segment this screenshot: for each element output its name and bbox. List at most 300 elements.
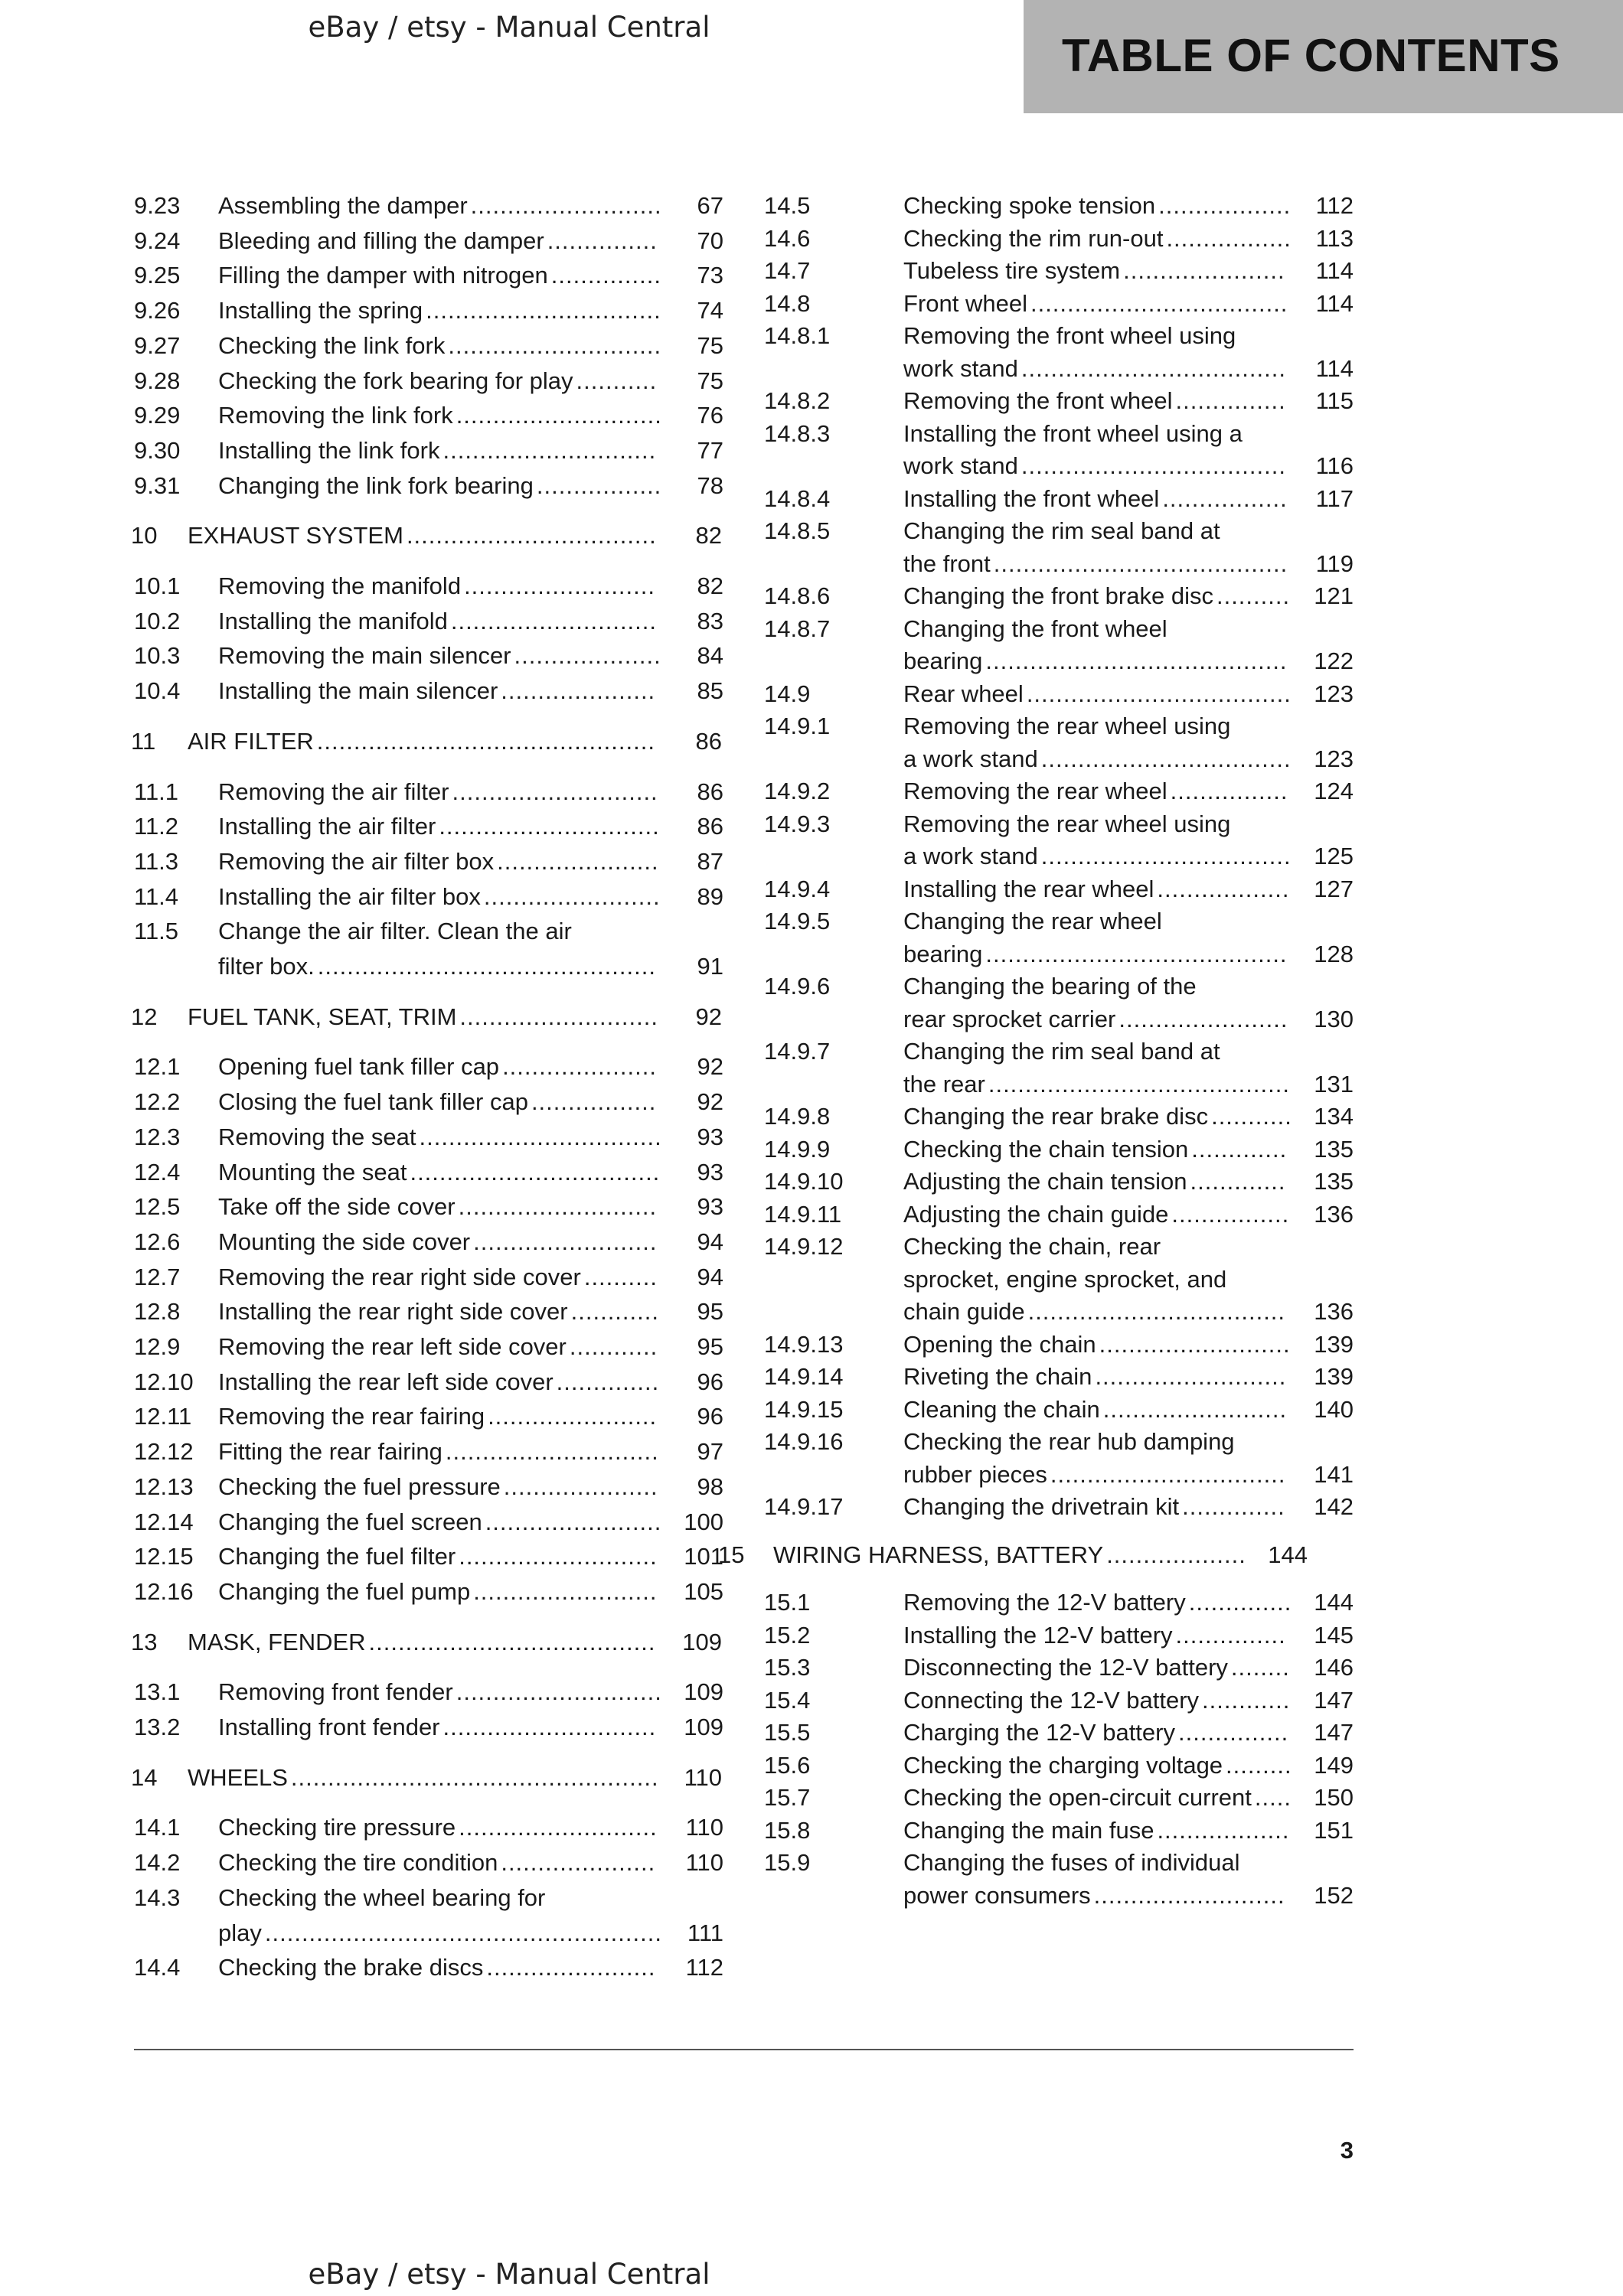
dot-leader: .............. [1188,1589,1292,1616]
toc-page-number: 95 [697,1298,723,1326]
toc-entry-number: 9.26 [134,297,181,325]
toc-page-number: 115 [1315,387,1354,414]
dot-leader: ................................... [1027,1298,1286,1325]
toc-entry-title: filter box. [218,953,315,980]
toc-page-number: 109 [682,1628,722,1655]
toc-entry-continuation [764,843,1354,870]
toc-page-number: 93 [697,1193,723,1221]
toc-page-number: 77 [697,436,723,464]
dot-leader: .......... [583,1263,658,1290]
header-banner [1024,0,1623,113]
toc-entry [134,608,723,635]
dot-leader: ............................ [456,1678,662,1706]
toc-entry-number: 14.8.7 [764,615,831,642]
toc-entry [134,1403,723,1430]
toc-entry-title: rear sprocket carrier [903,1005,1116,1032]
toc-entry-title: Installing the manifold [218,607,448,634]
toc-entry-number: 12.1 [134,1053,181,1081]
toc-entry-number: 15.3 [764,1654,811,1681]
toc-chapter-entry [132,728,722,755]
dot-leader: ..................... [502,1053,657,1081]
toc-page-number: 149 [1314,1751,1354,1779]
toc-entry-title: Changing the fuel filter [218,1543,456,1570]
toc-entry-number: 12.2 [134,1088,181,1116]
toc-entry-title: Changing the fuses of individual [903,1849,1240,1876]
toc-entry-title: bearing [903,647,983,674]
toc-entry-number: 13 [131,1628,158,1655]
page-title: TABLE OF CONTENTS [1062,30,1560,81]
dot-leader: ............... [1178,1719,1289,1746]
toc-entry-number: 15.7 [764,1784,811,1811]
dot-leader: ................... [1106,1541,1246,1568]
dot-leader: .............................................. [316,727,655,755]
toc-entry-title: MASK, FENDER [188,1628,366,1655]
toc-entry [764,1784,1354,1812]
toc-entry-continuation [764,1882,1354,1910]
dot-leader: ....................... [488,1403,658,1430]
toc-entry-title: Opening the chain [903,1330,1096,1358]
toc-entry-number: 14.8.2 [764,387,831,414]
toc-entry [134,1298,723,1326]
dot-leader: ......................................... [985,940,1288,967]
dot-leader: ........................ [483,882,661,910]
dot-leader: ............... [1175,387,1286,414]
dot-leader: ................................. [419,1123,662,1150]
toc-entry [134,918,723,945]
toc-page-number: 122 [1314,647,1354,674]
toc-entry-number: 9.29 [134,402,181,429]
toc-entry [764,1817,1354,1844]
toc-entry [764,225,1354,253]
toc-entry [134,1193,723,1221]
toc-page-number: 76 [697,402,723,429]
toc-page-number: 139 [1314,1330,1354,1358]
toc-entry [134,297,723,325]
toc-page-number: 110 [685,1814,723,1841]
dot-leader: ............... [547,227,658,254]
toc-page-number: 73 [697,262,723,289]
toc-entry-number: 12.14 [134,1508,194,1535]
toc-entry [134,227,723,255]
toc-page-number: 117 [1315,484,1354,512]
toc-entry-number: 9.27 [134,331,181,359]
toc-page-number: 78 [697,471,723,499]
toc-entry-title: Installing the link fork [218,436,440,464]
toc-entry-number: 14.8 [764,289,811,317]
toc-entry-number: 15.8 [764,1816,811,1844]
toc-page-number: 125 [1314,843,1354,869]
dot-leader: ........... [576,367,658,394]
toc-entry-title: Checking tire pressure [218,1814,456,1841]
dot-leader: ....................... [1118,1005,1288,1032]
toc-page-number: 114 [1315,289,1354,317]
toc-entry-title: Checking the link fork [218,331,446,359]
dot-leader: ..................... [503,1473,658,1500]
toc-entry-title: Changing the drivetrain kit [903,1493,1180,1520]
toc-entry-number: 14.9.7 [764,1038,831,1065]
toc-entry-title: bearing [903,940,983,967]
toc-entry-title: Changing the rear brake disc [903,1103,1209,1130]
toc-entry-number: 15.4 [764,1686,811,1714]
toc-entry-title: Opening fuel tank filler cap [218,1053,500,1081]
toc-entry [134,1678,723,1706]
toc-entry-continuation [764,647,1354,675]
toc-entry-title: Removing the manifold [218,572,462,599]
toc-entry-title: Checking spoke tension [903,192,1156,219]
dot-leader: ................ [1170,778,1288,804]
toc-entry-number: 14.8.3 [764,419,831,447]
toc-entry [764,1622,1354,1649]
toc-entry-title: Charging the 12-V battery [903,1719,1175,1746]
dot-leader: ......................................... [985,647,1288,674]
toc-entry [764,1168,1354,1195]
toc-entry-title: Removing the rear wheel using [903,810,1231,837]
toc-page-number: 144 [1314,1589,1354,1616]
toc-entry-number: 14.9.1 [764,713,831,739]
toc-entry-number: 11 [131,727,156,755]
toc-entry-number: 14.8.1 [764,322,831,349]
dot-leader: .......................... [1093,1881,1285,1909]
toc-entry-continuation [764,1006,1354,1033]
toc-entry-title: Checking the rear hub damping [903,1428,1235,1455]
toc-entry-number: 12.6 [134,1228,181,1255]
toc-entry-number: 14.2 [134,1849,181,1877]
toc-entry-number: 10.1 [134,572,181,599]
toc-page-number: 85 [697,677,723,705]
toc-entry [134,332,723,360]
toc-entry-number: 14.8.6 [764,582,831,609]
toc-entry-number: 14.9.13 [764,1330,844,1358]
dot-leader: ..... [1254,1784,1292,1811]
toc-entry [134,1368,723,1396]
toc-entry-title: AIR FILTER [188,727,314,755]
dot-leader: .............. [556,1368,660,1395]
toc-page-number: 152 [1314,1881,1354,1909]
toc-entry-title: power consumers [903,1881,1091,1909]
toc-entry-title: Installing the air filter box [218,882,481,910]
toc-entry [764,1752,1354,1779]
toc-entry-number: 14.9.4 [764,875,831,902]
toc-entry [764,517,1354,545]
toc-entry-title: Riveting the chain [903,1363,1092,1390]
dot-leader: .................. [1158,192,1292,219]
toc-entry [764,1331,1354,1358]
toc-entry-number: 9.24 [134,227,181,254]
toc-entry [764,1396,1354,1424]
toc-entry-number: 12.8 [134,1298,181,1326]
toc-entry-title: Checking the chain, rear [903,1233,1161,1260]
toc-entry-title: Checking the fork bearing for play [218,367,573,394]
toc-entry [134,1438,723,1466]
toc-page-number: 98 [697,1473,723,1500]
toc-entry-number: 15.6 [764,1751,811,1779]
dot-leader: ........................................ [993,550,1288,577]
toc-page-number: 114 [1315,257,1354,284]
toc-entry-number: 15 [718,1541,745,1568]
toc-page-number: 86 [697,813,723,840]
toc-entry-title: Removing the rear wheel using [903,713,1231,739]
toc-page-number: 67 [697,192,723,219]
toc-page-number: 114 [1315,354,1354,382]
toc-page-number: 86 [695,727,722,755]
toc-entry-title: Changing the main fuse [903,1816,1154,1844]
toc-page-number: 110 [684,1763,722,1791]
dot-leader: ......... [1226,1751,1292,1779]
dot-leader: ............................. [448,331,662,359]
toc-page-number: 86 [697,778,723,805]
toc-entry-number: 9.28 [134,367,181,394]
toc-page-number: 95 [697,1333,723,1360]
toc-entry [134,262,723,289]
page-number: 3 [1340,2137,1354,2164]
toc-entry-number: 12.10 [134,1368,194,1395]
toc-entry-number: 12.13 [134,1473,194,1500]
toc-entry [764,1103,1354,1130]
footer-divider [134,2049,1354,2050]
toc-entry-number: 14.9.16 [764,1428,844,1455]
dot-leader: .................................... [1020,452,1286,479]
toc-page-number: 127 [1314,875,1354,902]
dot-leader: ................ [1171,1200,1290,1228]
toc-entry-title: play [218,1919,262,1946]
dot-leader: ......................... [473,1577,658,1605]
toc-entry [764,290,1354,318]
dot-leader: ........................ [485,1508,662,1535]
toc-entry [134,1333,723,1361]
toc-entry-title: Removing the front wheel [903,387,1173,414]
toc-entry [764,1719,1354,1746]
toc-entry-number: 13.2 [134,1714,181,1740]
dot-leader: .................................... [1026,680,1292,707]
toc-entry-continuation [134,1919,723,1947]
toc-page-number: 92 [697,1088,723,1116]
toc-entry [134,472,723,500]
toc-entry-continuation [764,550,1354,578]
toc-entry [134,402,723,429]
toc-entry-continuation [764,1266,1354,1293]
toc-page-number: 113 [1315,224,1354,252]
toc-page-number: 93 [697,1123,723,1150]
dot-leader: .......................... [1095,1363,1287,1390]
toc-entry [764,908,1354,935]
toc-entry [764,1038,1354,1065]
dot-leader: ........ [1230,1654,1290,1681]
toc-entry [134,1053,723,1081]
toc-entry-number: 14 [131,1763,158,1791]
toc-entry-title: Checking the wheel bearing for [218,1883,546,1911]
toc-page-number: 112 [685,1954,723,1981]
toc-entry [134,1849,723,1877]
toc-page-number: 101 [684,1543,723,1570]
toc-entry [764,1201,1354,1228]
dot-leader: ...................... [1123,257,1285,284]
toc-page-number: 145 [1314,1621,1354,1649]
toc-entry-title: Removing the air filter [218,778,449,805]
toc-entry-number: 14.9.5 [764,908,831,934]
toc-entry [134,1159,723,1186]
toc-entry [134,1714,723,1741]
toc-entry-number: 10 [131,522,158,550]
toc-entry [134,367,723,395]
toc-page-number: 134 [1314,1103,1354,1130]
toc-entry-title: Removing the front wheel using [903,322,1236,349]
toc-entry-number: 14.9.8 [764,1103,831,1130]
toc-entry-title: Removing the rear right side cover [218,1263,581,1290]
toc-entry-number: 14.9 [764,680,811,707]
toc-entry-title: Disconnecting the 12-V battery [903,1654,1228,1681]
toc-entry-number: 15.5 [764,1719,811,1746]
toc-page-number: 136 [1314,1298,1354,1325]
toc-page-number: 83 [697,607,723,634]
toc-page-number: 105 [684,1577,723,1605]
toc-entry [134,572,723,600]
toc-page-number: 97 [697,1438,723,1466]
dot-leader: .............................. [439,813,660,840]
toc-entry-number: 12 [131,1003,158,1030]
toc-entry-number: 15.9 [764,1849,811,1876]
toc-entry [134,677,723,705]
toc-entry-number: 12.9 [134,1333,181,1360]
dot-leader: .......... [1216,582,1291,609]
toc-chapter-entry [718,1541,1354,1569]
toc-entry-title: Bleeding and filling the damper [218,227,544,254]
toc-entry-number: 12.5 [134,1193,181,1221]
dot-leader: .................................................. [290,1763,659,1791]
toc-entry-number: 9.30 [134,436,181,464]
toc-page-number: 109 [684,1714,723,1740]
toc-entry-title: Removing front fender [218,1678,453,1706]
toc-page-number: 94 [697,1263,723,1290]
dot-leader: .................... [514,642,661,670]
toc-page-number: 91 [697,953,723,980]
dot-leader: ......................... [1102,1395,1288,1423]
toc-entry-title: Changing the front brake disc [903,582,1213,609]
toc-entry-title: EXHAUST SYSTEM [188,522,403,550]
toc-entry-number: 14.9.15 [764,1395,844,1423]
toc-entry [764,1233,1354,1261]
toc-entry-number: 14.9.11 [764,1200,842,1228]
toc-entry [134,1228,723,1256]
toc-entry-title: Installing the main silencer [218,677,498,705]
toc-page-number: 147 [1314,1686,1354,1714]
toc-entry-title: Changing the fuel pump [218,1577,471,1605]
dot-leader: ................. [1162,484,1288,512]
toc-entry-title: chain guide [903,1298,1025,1325]
toc-entry-title: Changing the fuel screen [218,1508,482,1535]
dot-leader: .......................... [1099,1330,1291,1358]
toc-entry [764,1428,1354,1456]
toc-entry-title: a work stand [903,843,1038,869]
toc-page-number: 139 [1314,1363,1354,1390]
toc-entry [134,778,723,806]
toc-entry-title: Assembling the damper [218,192,468,219]
toc-entry-number: 14.9.3 [764,810,831,837]
dot-leader: ................. [1166,224,1292,252]
toc-entry-continuation [134,953,723,980]
toc-entry-number: 11.5 [134,918,179,945]
toc-page-number: 131 [1314,1070,1354,1097]
toc-entry [134,1884,723,1912]
toc-entry [134,1578,723,1606]
toc-page-number: 150 [1314,1784,1354,1811]
toc-entry-title: Removing the air filter box [218,847,495,875]
toc-entry [134,1088,723,1116]
toc-page-number: 82 [697,572,723,599]
toc-entry-title: Removing the link fork [218,402,453,429]
dot-leader: .......................... [470,192,662,219]
toc-page-number: 92 [697,1053,723,1081]
dot-leader: ................................ [1050,1460,1286,1488]
toc-entry [764,387,1354,415]
toc-entry [134,1508,723,1536]
dot-leader: ..................... [501,1849,656,1877]
dot-leader: ............ [1202,1686,1291,1714]
toc-entry-number: 9.31 [134,471,181,499]
toc-entry-number: 14.9.17 [764,1493,844,1520]
toc-entry-title: Rear wheel [903,680,1024,707]
toc-entry-title: rubber pieces [903,1460,1047,1488]
toc-entry-number: 11.4 [134,882,179,910]
toc-entry-number: 14.9.10 [764,1168,844,1195]
toc-entry-title: work stand [903,452,1018,479]
toc-entry-title: Mounting the seat [218,1158,407,1186]
toc-chapter-entry [132,1629,722,1656]
toc-page-number: 96 [697,1403,723,1430]
dot-leader: ..................... [501,677,656,705]
toc-page-number: 92 [695,1003,722,1030]
toc-entry-title: FUEL TANK, SEAT, TRIM [188,1003,457,1030]
toc-entry-number: 14.5 [764,192,811,219]
dot-leader: ................. [531,1088,657,1116]
toc-entry-title: Changing the rear wheel [903,908,1162,934]
toc-entry-title: Removing the 12-V battery [903,1589,1186,1616]
toc-page-number: 135 [1314,1135,1354,1163]
toc-page-number: 124 [1314,778,1354,804]
toc-entry [764,615,1354,643]
toc-entry-title: Installing the front wheel using a [903,419,1243,447]
dot-leader: ............................. [442,1714,657,1740]
toc-entry [764,713,1354,740]
dot-leader: ............................ [456,402,662,429]
toc-entry [764,485,1354,513]
toc-page-number: 96 [697,1368,723,1395]
dot-leader: ...................................................... [264,1919,662,1946]
dot-leader: ............ [569,1333,658,1360]
toc-entry-title: sprocket, engine sprocket, and [903,1265,1227,1293]
toc-entry [764,680,1354,708]
toc-entry-number: 14.9.14 [764,1363,844,1390]
toc-entry [764,778,1354,805]
dot-leader: ............................. [442,436,657,464]
toc-entry [134,848,723,876]
toc-entry-title: Removing the rear fairing [218,1403,485,1430]
toc-entry-title: Removing the main silencer [218,642,511,670]
toc-entry-number: 14.9.2 [764,778,831,804]
toc-entry [764,1849,1354,1877]
toc-entry-number: 9.23 [134,192,181,219]
dot-leader: ............ [570,1298,659,1326]
toc-entry-number: 12.12 [134,1438,194,1466]
toc-page-number: 140 [1314,1395,1354,1423]
toc-entry [764,876,1354,903]
toc-entry [764,1687,1354,1714]
dot-leader: ......................................... [988,1070,1290,1097]
toc-entry [764,1589,1354,1616]
toc-entry [134,1954,723,1981]
toc-page-number: 82 [695,522,722,550]
toc-entry-number: 15.2 [764,1621,811,1649]
toc-entry-title: Removing the rear left side cover [218,1333,567,1360]
